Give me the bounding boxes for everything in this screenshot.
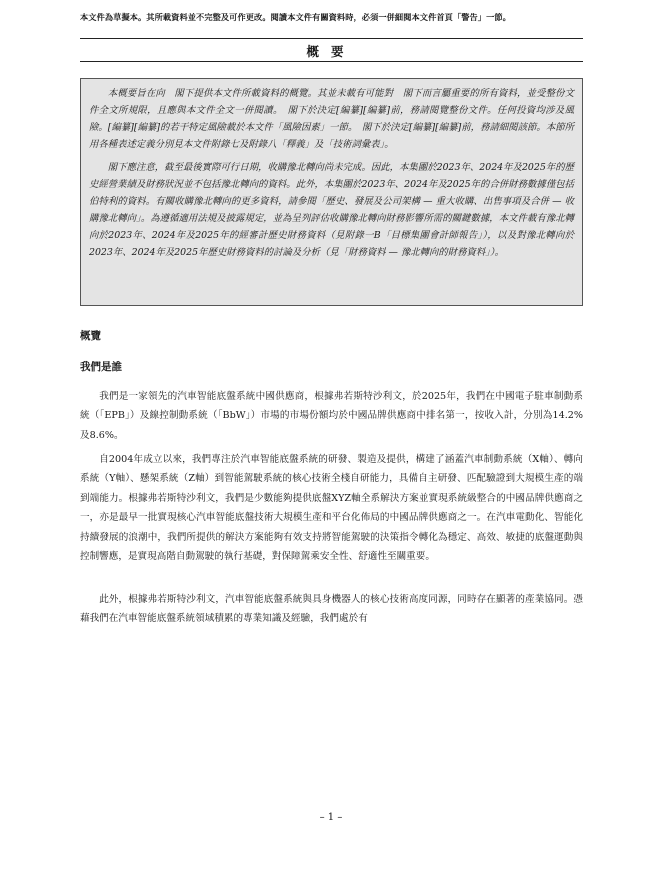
title-rule <box>80 61 583 62</box>
summary-disclaimer-box <box>80 78 583 306</box>
disclaimer-paragraph: 本概要旨在向 閣下提供本文件所載資料的概覽。其並未載有可能對 閣下而言屬重要的所有資料，並受整份文件全文所規限，且應與本文件全文一併閱讀。 閣下於決定[編纂][編纂]前，務請閱覽整份文件。任何投資均涉及風險。[編纂][編纂]的若干特定風險載於本文件「風險因素」一節。 閣下於決定[編纂][編纂]前，務請細閱該節。本節所用各種表述定義分別見本文件附錄七及附錄八「釋義」及「技術詞彙表」。 <box>89 88 574 150</box>
who-we-are-heading: 我們是誰 <box>80 361 122 373</box>
overview-heading: 概覽 <box>80 330 101 342</box>
section-title: 概要 <box>306 44 356 59</box>
disclaimer-paragraph: 閣下應注意，截至最後實際可行日期，收購豫北轉向尚未完成。因此，本集團於2023年、2024年及2025年的歷史經營業績及財務狀況並不包括豫北轉向的資料。此外，本集團於2023年、2024年及2025年的合併財務數據僅包括伯特利的資料。有關收購豫北轉向的更多資料，請參閱「歷史、發展及公司架構 — 重大收購、出售事項及合併 — 收購豫北轉向」。為遵循適用法規及披露規定，並為呈列評估收購豫北轉向財務影響所需的關鍵數據，本文件載有豫北轉向於2023年、2024年及2025年的經審計歷史財務資料（見附錄一B「目標集團會計師報告」），以及對豫北轉向於2023年、2024年及2025年歷史財務資料的討論及分析（見「財務資料 — 豫北轉向的財務資料」）。 <box>89 162 574 258</box>
body-paragraph: 此外，根據弗若斯特沙利文，汽車智能底盤系統與具身機器人的核心技術高度同源，同時存在顯著的產業協同。憑藉我們在汽車智能底盤系統領域積累的專業知識及經驗，我們處於有 <box>80 594 583 625</box>
page-number: – 1 – <box>319 812 343 823</box>
draft-warning-header: 本文件為草擬本。其所載資料並不完整及可作更改。閱讀本文件有關資料時，必須一併細閱本文件首頁「警告」一節。 <box>80 12 511 22</box>
body-paragraph: 我們是一家領先的汽車智能底盤系統中國供應商，根據弗若斯特沙利文，於2025年，我們在中國電子駐車制動系統（「EPB」）及線控制動系統（「BbW」）市場的市場份額均於中國品牌供應商中排名第一，按收入計，分別為14.2%及8.6%。 <box>80 391 583 441</box>
body-paragraph: 自2004年成立以來，我們專注於汽車智能底盤系統的研發、製造及提供，構建了涵蓋汽車制動系統（X軸）、轉向系統（Y軸）、懸架系統（Z軸）到智能駕駛系統的核心技術全棧自研能力，具備自主研發、匹配驗證到大規模生產的端到端能力。根據弗若斯特沙利文，我們是少數能夠提供底盤XYZ軸全系解決方案並實現系統級整合的中國品牌供應商之一，亦是最早一批實現核心汽車智能底盤技術大規模生產和平台化佈局的中國品牌供應商之一。在汽車電動化、智能化持續發展的浪潮中，我們所提供的解決方案能夠有效支持將智能駕駛的決策指令轉化為穩定、高效、敏捷的底盤運動與控制響應，是實現高階自動駕駛的執行基礎，對保障駕乘安全性、舒適性至關重要。 <box>80 454 583 563</box>
header-rule <box>80 38 583 39</box>
